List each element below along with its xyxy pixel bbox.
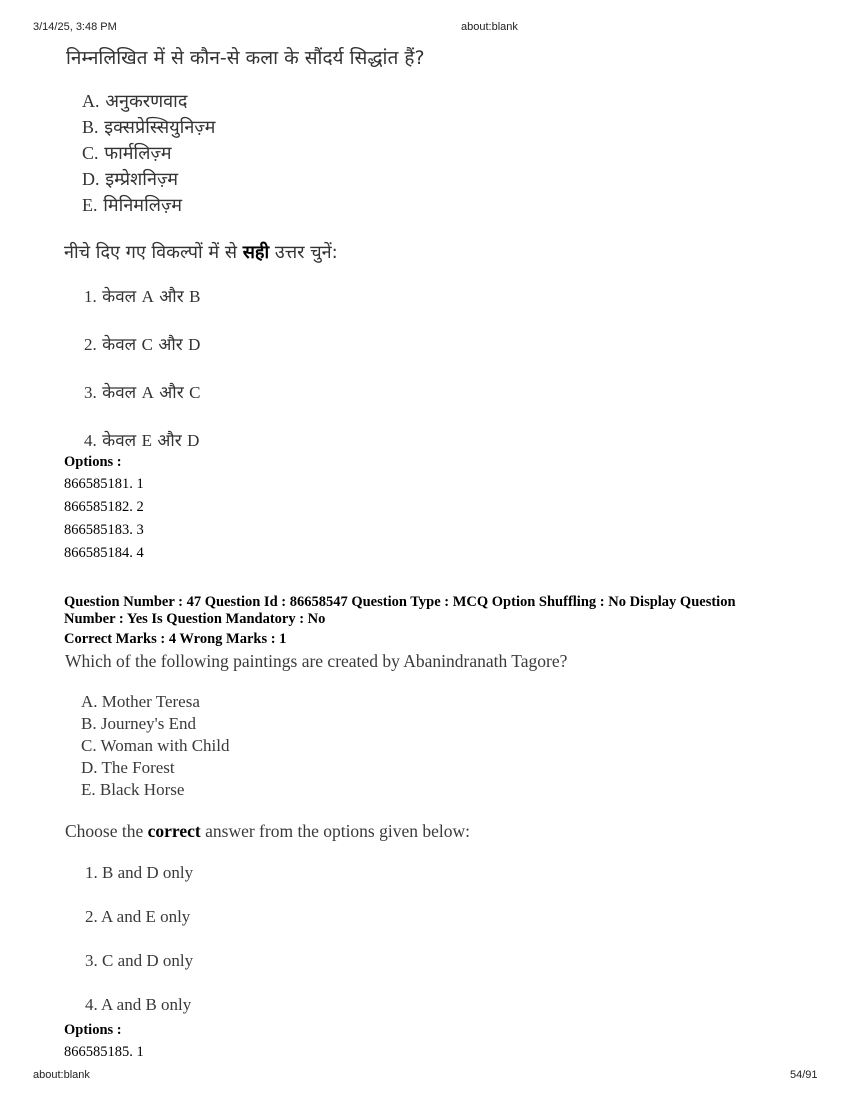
option-id: 866585181. 1: [64, 476, 144, 492]
print-datetime: 3/14/25, 3:48 PM: [33, 21, 117, 33]
q2-answer-option: 2. A and E only: [85, 907, 191, 926]
q2-answer-option: 3. C and D only: [85, 951, 194, 970]
q1-statement: C. फार्मलिज़्म: [82, 143, 172, 164]
q2-question-text: Which of the following paintings are created by Abanindranath Tagore?: [65, 651, 568, 671]
option-id: 866585185. 1: [64, 1044, 144, 1060]
q2-answer-option: 4. A and B only: [85, 995, 192, 1014]
q2-answer-option: 1. B and D only: [85, 863, 194, 882]
q2-statement: B. Journey's End: [81, 714, 196, 733]
q1-question-text: निम्नलिखित में से कौन-से कला के सौंदर्य सिद्धांत हैं?: [66, 47, 425, 69]
q2-statement: C. Woman with Child: [81, 736, 230, 755]
print-footer-url: about:blank: [33, 1069, 90, 1081]
q1-statement: A. अनुकरणवाद: [82, 91, 188, 112]
print-url: about:blank: [461, 21, 518, 33]
q1-instruction: नीचे दिए गए विकल्पों में से सही उत्तर चुनें:: [64, 242, 338, 263]
q1-statement: B. इक्सप्रेस्सियुनिज़्म: [82, 117, 216, 138]
q2-statement: A. Mother Teresa: [81, 692, 200, 711]
question-meta-line: Question Number : 47 Question Id : 86658547 Question Type : MCQ Option Shuffling : No Display Question: [64, 594, 736, 610]
q1-answer-option: 2. केवल C और D: [84, 335, 201, 355]
options-label: Options :: [64, 454, 122, 470]
q1-statement: D. इम्प्रेशनिज़्म: [82, 169, 179, 190]
page-number: 54/91: [790, 1069, 818, 1081]
option-id: 866585184. 4: [64, 545, 144, 561]
q1-statement: E. मिनिमलिज़्म: [82, 195, 183, 216]
q1-answer-option: 1. केवल A और B: [84, 287, 201, 307]
q2-statement: E. Black Horse: [81, 780, 185, 799]
option-id: 866585182. 2: [64, 499, 144, 515]
option-id: 866585183. 3: [64, 522, 144, 538]
question-meta-line: Number : Yes Is Question Mandatory : No: [64, 611, 326, 627]
question-marks: Correct Marks : 4 Wrong Marks : 1: [64, 631, 287, 647]
q2-instruction: Choose the correct answer from the options given below:: [65, 821, 471, 841]
options-label: Options :: [64, 1022, 122, 1038]
q2-statement: D. The Forest: [81, 758, 175, 777]
q1-answer-option: 3. केवल A और C: [84, 383, 201, 403]
q1-answer-option: 4. केवल E और D: [84, 431, 200, 451]
